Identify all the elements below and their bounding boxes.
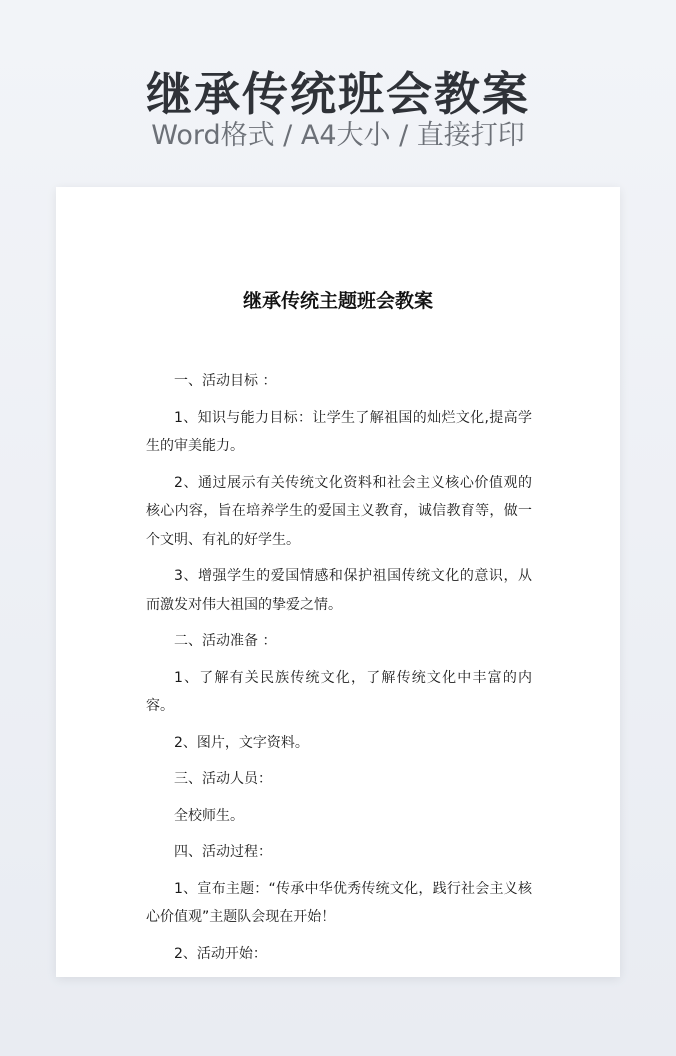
document-page [56,187,620,977]
banner-subtitle: Word格式 / A4大小 / 直接打印 [151,120,525,151]
paragraph-section-process-heading: 四、活动过程： [174,844,272,860]
banner-title: 继承传统班会教案 [146,67,530,121]
document-title: 继承传统主题班会教案 [242,290,433,312]
paragraph-process-1: 1、宣布主题：“传承中华优秀传统文化，践行社会主义核心价值观”主题队会现在开始！ [146,880,532,925]
paragraph-section-prep-heading: 二、活动准备 ： [174,633,277,649]
paragraph-goal-1: 1、知识与能力目标：让学生了解祖国的灿烂文化,提高学生的审美能力。 [146,409,532,454]
paragraph-goal-2: 2、通过展示有关传统文化资料和社会主义核心价值观的核心内容，旨在培养学生的爱国主义教育，诚信教育等，做一个文明、有礼的好学生。 [146,474,532,548]
banner [0,0,676,180]
paragraph-section-people-heading: 三、活动人员： [174,771,272,787]
paragraph-people: 全校师生。 [174,807,244,824]
paragraph-goal-3: 3、增强学生的爱国情感和保护祖国传统文化的意识，从而激发对伟大祖国的挚爱之情。 [146,568,532,613]
paragraph-prep-2: 2、图片，文字资料。 [174,734,309,751]
paragraph-prep-1: 1、了解有关民族传统文化，了解传统文化中丰富的内容。 [146,669,532,714]
paragraph-process-2: 2、活动开始： [174,945,267,962]
paragraph-section-goals-heading: 一、活动目标 ： [174,373,277,389]
document-body [146,367,532,976]
